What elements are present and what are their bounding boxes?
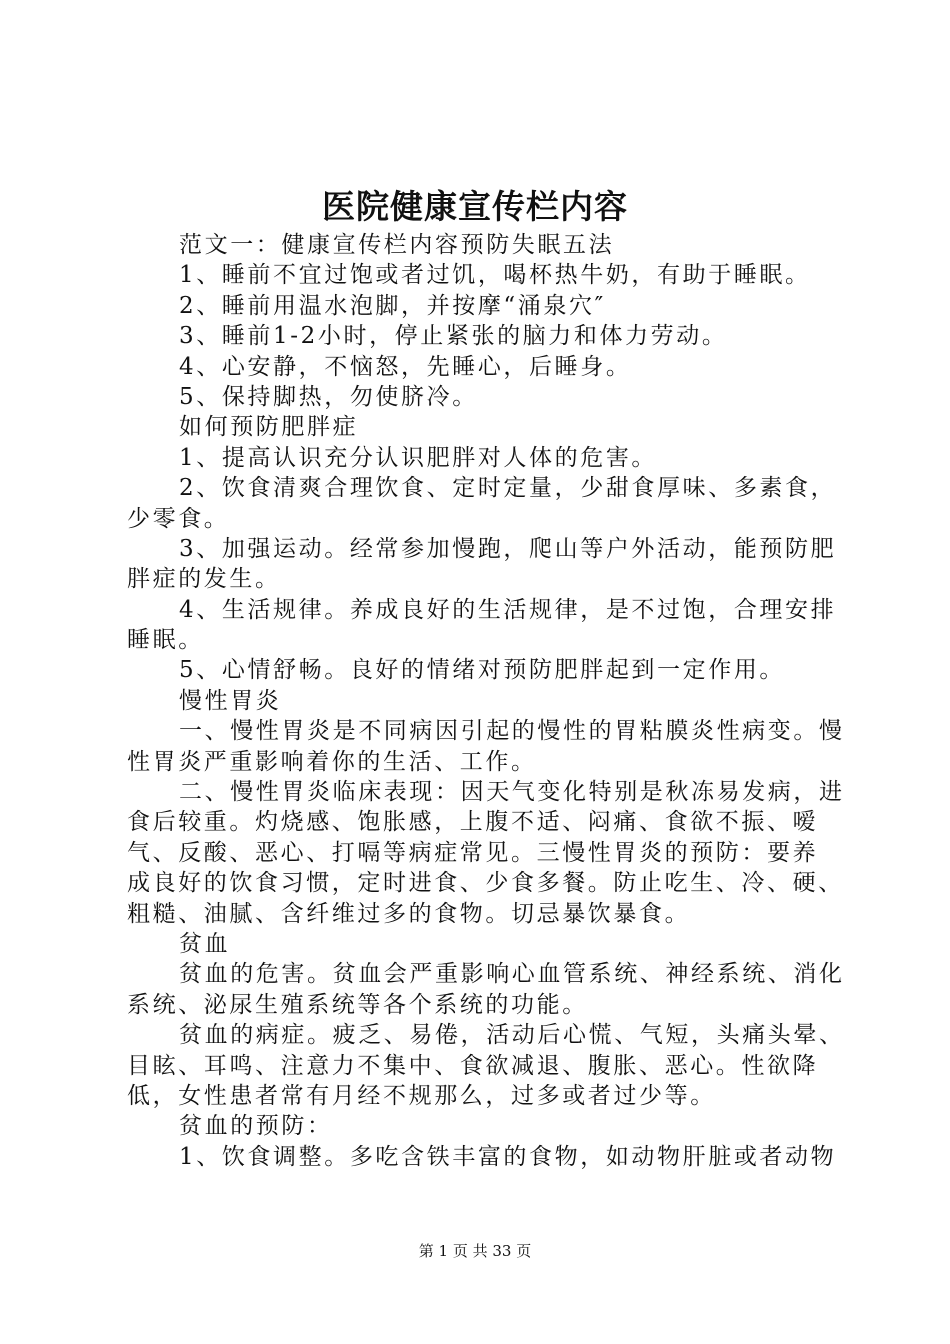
text-line: 3、加强运动。经常参加慢跑，爬山等户外活动，能预防肥 (179, 535, 837, 562)
text-line: 1、睡前不宜过饱或者过饥，喝杯热牛奶，有助于睡眠。 (179, 262, 811, 289)
text-line: 胖症的发生。 (127, 566, 281, 593)
text-line: 4、心安静，不恼怒，先睡心，后睡身。 (179, 353, 632, 380)
text-line: 5、保持脚热，勿使脐冷。 (179, 383, 478, 410)
text-line: 性胃炎严重影响着你的生活、工作。 (127, 748, 537, 775)
text-line: 2、饮食清爽合理饮食、定时定量，少甜食厚味、多素食， (179, 475, 837, 502)
text-line: 慢性胃炎 (179, 687, 282, 714)
text-line: 1、饮食调整。多吃含铁丰富的食物，如动物肝脏或者动物 (179, 1143, 837, 1170)
text-line: 目眩、耳鸣、注意力不集中、食欲减退、腹胀、恶心。性欲降 (127, 1052, 819, 1079)
text-line: 气、反酸、恶心、打嗝等病症常见。三慢性胃炎的预防：要养 (127, 839, 819, 866)
text-line: 如何预防肥胖症 (179, 414, 359, 441)
text-line: 2、睡前用温水泡脚，并按摩“涌泉穴″ (179, 292, 606, 319)
text-line: 范文一：健康宣传栏内容预防失眠五法 (179, 232, 615, 258)
text-line: 4、生活规律。养成良好的生活规律，是不过饱，合理安排 (179, 596, 837, 623)
document-title: 医院健康宣传栏内容 (322, 187, 628, 226)
text-line: 二、慢性胃炎临床表现：因天气变化特别是秋冻易发病，进 (179, 779, 845, 806)
text-line: 一、慢性胃炎是不同病因引起的慢性的胃粘膜炎性病变。慢 (179, 718, 845, 745)
text-line: 3、睡前1-2小时，停止紧张的脑力和体力劳动。 (179, 323, 728, 350)
document-body (127, 230, 847, 1172)
text-line: 成良好的饮食习惯，定时进食、少食多餐。防止吃生、冷、硬、 (127, 870, 844, 897)
text-line: 系统、泌尿生殖系统等各个系统的功能。 (127, 991, 588, 1018)
text-line: 低，女性患者常有月经不规那么，过多或者过少等。 (127, 1082, 716, 1109)
text-line: 贫血的危害。贫血会严重影响心血管系统、神经系统、消化 (179, 961, 845, 988)
text-line: 贫血的预防： (179, 1113, 333, 1140)
text-line: 粗糙、油腻、含纤维过多的食物。切忌暴饮暴食。 (127, 900, 691, 927)
text-line: 1、提高认识充分认识肥胖对人体的危害。 (179, 444, 658, 471)
text-line: 睡眠。 (127, 627, 204, 654)
text-line: 5、心情舒畅。良好的情绪对预防肥胖起到一定作用。 (179, 657, 786, 684)
page-footer: 第 1 页 共 33 页 (418, 1242, 532, 1260)
text-line: 食后较重。灼烧感、饱胀感，上腹不适、闷痛、食欲不振、嗳 (127, 809, 819, 836)
text-line: 贫血 (179, 930, 231, 957)
text-line: 少零食。 (127, 505, 230, 532)
text-line: 贫血的病症。疲乏、易倦，活动后心慌、气短，头痛头晕、 (179, 1022, 845, 1049)
